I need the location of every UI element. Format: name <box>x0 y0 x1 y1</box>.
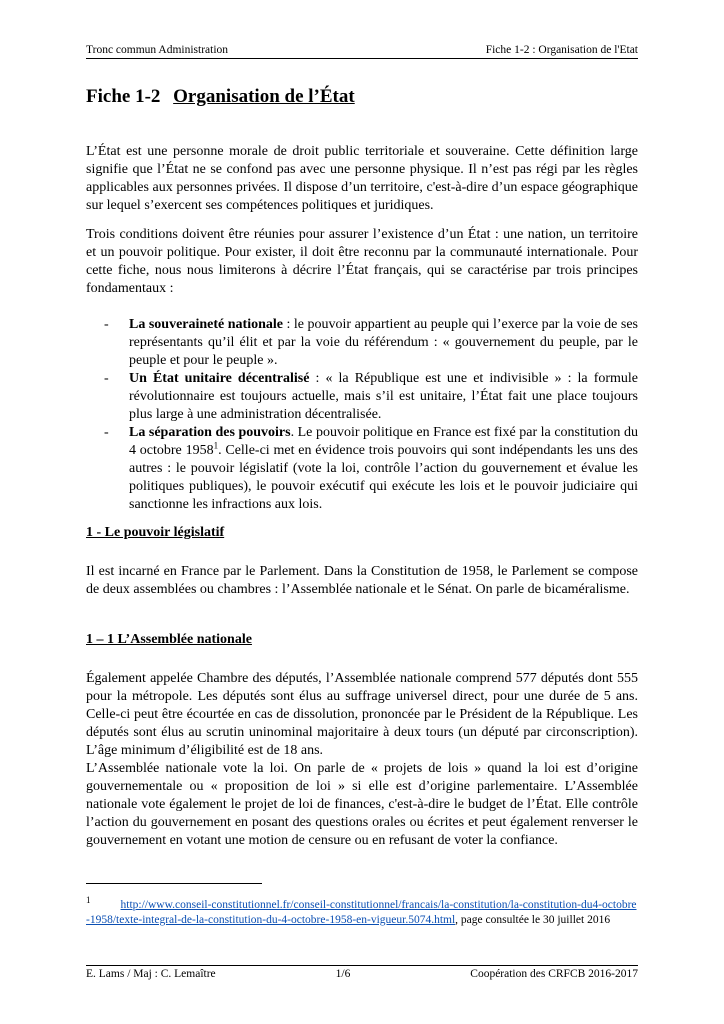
legislative-paragraph <box>86 563 638 599</box>
paragraph-text: L’Assemblée nationale vote la loi. On parle de « projets de lois » quand la loi est d’origine gouvernementale ou « proposition de loi » si elle est d’origine parlementaire. L’Assemblée nationale vote également le projet de loi de finances, c'est-à-dire le budget de l’État. Elle contrôle l’action du gouvernement en posant des questions orales ou écrites et peut également renverser le gouvernement en votant une motion de censure ou en refusant de voter la confiance. <box>86 761 638 848</box>
header-right: Fiche 1-2 : Organisation de l'Etat <box>485 44 638 56</box>
list-item <box>86 316 638 370</box>
footnote-separator <box>86 883 262 884</box>
title-number: Fiche 1-2 <box>86 86 161 107</box>
page-header <box>86 44 638 59</box>
item-text: : le pouvoir appartient au peuple qui l’exerce par la voie de ses représentants qu’il élit et par la voie du référendum : « gouvernement du peuple, par le peuple et pour le peuple ». <box>129 317 638 368</box>
assembly-paragraph-2 <box>86 760 638 850</box>
list-dash: - <box>104 371 109 386</box>
paragraph-text: L’État est une personne morale de droit public territoriale et souveraine. Cette définition large signifie que l’État ne se confond pas avec une personne physique. Il n’est pas régi par les règles applicables aux personnes privées. Il dispose d’un territoire, c'est-à-dire d’un espace géographique sur lequel s’exercent ses compétences politiques et juridiques. <box>86 144 638 213</box>
paragraph-text: Également appelée Chambre des députés, l’Assemblée nationale comprend 577 députés dont 555 pour la métropole. Les députés sont élus au suffrage universel direct, pour une durée de 5 ans. Celle-ci peut être écourtée en cas de dissolution, prononcée par le Président de la République. Les députés sont élus au scrutin uninominal majoritaire à deux tours (un député par circonscription). L’âge minimum d’éligibilité est de 18 ans. <box>86 671 638 758</box>
footnote <box>86 893 638 928</box>
list-item <box>86 424 638 514</box>
item-title: La souveraineté nationale <box>129 317 284 332</box>
title-name: Organisation de l’État <box>173 86 355 107</box>
list-dash: - <box>104 317 109 332</box>
footnote-reference[interactable]: 1 <box>213 440 219 451</box>
footnote-link[interactable]: http://www.conseil-constitutionnel.fr/conseil-constitutionnel/francais/la-constitution/la-constitution-du4-octobre-1958/texte-integral-de-la-constitution-du-4-octobre-1958-en-vigueur.5074.html <box>86 898 637 926</box>
footnote-number: 1 <box>86 895 91 905</box>
footnote-suffix: , page consultée le 30 juillet 2016 <box>455 913 611 926</box>
footer-page-number: 1/6 <box>335 968 351 980</box>
paragraph-text: Il est incarné en France par le Parlement. Dans la Constitution de 1958, le Parlement se compose de deux assemblées ou chambres : l’Assemblée nationale et le Sénat. On parle de bicaméralisme. <box>86 564 638 597</box>
list-dash: - <box>104 425 109 440</box>
page-title <box>86 86 355 108</box>
item-title: La séparation des pouvoirs <box>129 425 291 440</box>
paragraph-text: Trois conditions doivent être réunies pour assurer l’existence d’un État : une nation, un territoire et un pouvoir politique. Pour exister, il doit être reconnu par la communauté internationale. Pour cette fiche, nous nous limiterons à décrire l’État français, qui se caractérise par trois principes fondamentaux : <box>86 227 638 296</box>
item-text: . Le pouvoir politique en France est fixé par la constitution du 4 octobre 1958 <box>129 425 638 458</box>
intro-paragraph <box>86 143 638 215</box>
section-heading-assembly: 1 – 1 L’Assemblée nationale <box>86 632 252 647</box>
header-left: Tronc commun Administration <box>86 44 229 56</box>
section-heading-legislative: 1 - Le pouvoir législatif <box>86 525 225 540</box>
footer-right: Coopération des CRFCB 2016-2017 <box>470 968 638 980</box>
conditions-paragraph <box>86 226 638 298</box>
item-text: : « la République est une et indivisible » : la formule révolutionnaire est toujours actuelle, mais s’il est unitaire, l’État fait une place toujours plus large à une administration décentralisée. <box>129 371 639 422</box>
list-item <box>86 370 638 424</box>
item-text: . Celle-ci met en évidence trois pouvoirs qui sont indépendants les uns des autres : le pouvoir législatif (vote la loi, contrôle l’action du gouvernement et évalue les politiques publiques), le pouvoir exécutif qui exécute les lois et le pouvoir judiciaire qui sanctionne les infractions aux lois. <box>129 443 638 512</box>
page-footer <box>86 965 638 980</box>
footer-left: E. Lams / Maj : C. Lemaître <box>86 968 216 980</box>
assembly-paragraph-1 <box>86 670 638 760</box>
principles-list <box>86 316 638 514</box>
item-title: Un État unitaire décentralisé <box>129 371 310 386</box>
